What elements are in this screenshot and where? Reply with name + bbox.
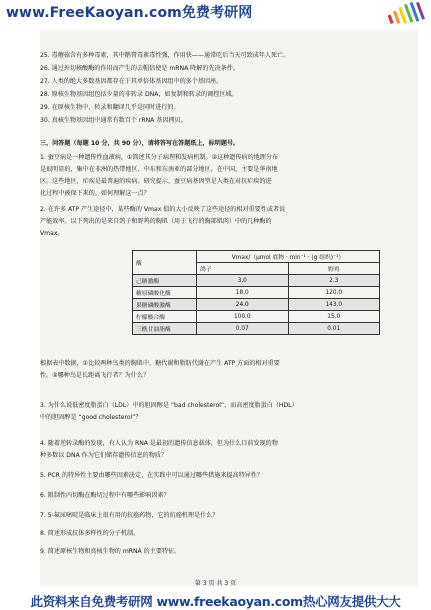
section-header: 三、问答题（每题 10 分，共 90 分），请将答写在答题纸上，标明题号。 (40, 140, 240, 147)
question-4-line: 种多数以 DNA 作为它们储存遗传信息的物质？ (40, 452, 167, 459)
statement-26: 26. 通过外切核酸酶的作用而产生的去帽信使是 mRNA 降解的先决条件。 (40, 65, 239, 72)
question-9: 9. 简述原核生物和真核生物的 mRNA 的主要特征。 (40, 548, 181, 555)
question-2-line: 产能效率。以下列出的是来自鸽子和野鸡的胸肌（用于飞行的胸部肌肉）中的几种酶的 (40, 218, 272, 225)
enzyme-name: 柠檬酸合酶 (133, 311, 197, 323)
question-2-tail: 根据表中数据，①比较两种鸟类的胸肌中，糖代谢和脂肪代谢在产生 ATP 方面的相对重要 (40, 360, 280, 367)
pigeon-value: 100.0 (197, 311, 288, 323)
pigeon-value: 24.0 (197, 299, 288, 311)
question-4-line: 4. 随着逆转录酶的发现，有人认为 RNA 是最初的遗传信息载体，但为什么目前发现的物 (40, 440, 278, 447)
table-row (133, 311, 380, 323)
table-row (133, 287, 380, 299)
question-1-line: 是很明显的，集中在非洲的热带地区、中东和东南亚的部分地区，在中国，主要是华南地 (40, 166, 278, 173)
statement-29: 29. 在原核生物中，转录和翻译几乎是同时进行的。 (40, 104, 180, 111)
question-3-line: 3. 为什么说低密度脂蛋白（LDL）中的胆固醇是 “bad cholesterol”，而高密度脂蛋白（HDL） (40, 402, 298, 409)
pheasant-value: 2.3 (288, 275, 380, 287)
table-row (133, 323, 380, 335)
statement-27: 27. 人类的绝大多数基因都存在于其单倍体基因组中的多个基因座。 (40, 78, 223, 85)
statement-25: 25. 毒蘑菇含有多种毒素，其中鹅膏毒素毒性强，作用快——通常吃后当天可致成年人死亡。 (40, 52, 290, 59)
site-logo-icon (385, 1, 425, 25)
enzyme-name: 己糖激酶 (133, 275, 197, 287)
question-6: 6. 限制性内切酶在酶切过程中有哪些影响因素？ (40, 492, 170, 499)
pigeon-value: 18.0 (197, 287, 288, 299)
enzyme-name: 三酰甘油脂酶 (133, 323, 197, 335)
pheasant-value: 0.01 (288, 323, 380, 335)
question-2-line: Vmax。 (40, 230, 64, 237)
question-5: 5. PCR 的特异性主要由哪些因素决定，在实践中可以通过哪些措施来提高特异性？ (40, 472, 263, 479)
page-footer: 第 3 页 共 3 页 (194, 580, 237, 587)
table-header-pheasant: 野鸡 (288, 263, 380, 275)
question-8: 8. 简述形成抗体多样性的分子机制。 (40, 530, 140, 537)
question-1-line: 化过程中被保下来的。如何理解这一点？ (40, 190, 150, 197)
table-header-enzyme: 酶 (133, 251, 197, 275)
pigeon-value: 3.0 (197, 275, 288, 287)
top-banner (0, 0, 431, 22)
enzyme-name: 果糖磷酸激酶 (133, 299, 197, 311)
pheasant-value: 120.0 (288, 287, 380, 299)
table-row (133, 299, 380, 311)
table-row (133, 275, 380, 287)
site-title: www.FreeKaoyan.com免费考研网 (6, 5, 253, 21)
pheasant-value: 15.0 (288, 311, 380, 323)
enzyme-vmax-table (132, 250, 380, 335)
pigeon-value: 0.07 (197, 323, 288, 335)
bottom-banner-text: 此资料来自免费考研网 www.freekaoyan.com热心网友提供大大 (30, 594, 401, 609)
question-2-line: 2. 在许多 ATP 产生途径中，某些酶的 Vmax 值的大小反映了这些途径的相对重要性或者说 (40, 206, 286, 213)
question-1-line: 区。这些地区，疟疾是最普遍的疾病。研究提示，蚕豆病基因型是人类在对抗疟疾的进 (40, 178, 272, 185)
bottom-banner (0, 591, 431, 609)
pheasant-value: 143.0 (288, 299, 380, 311)
statement-30: 30. 真核生物基因组中通常有数百个 rRNA 基因拷贝。 (40, 117, 187, 124)
question-2-tail: 性。②哪种鸟是长距离飞行者？为什么？ (40, 372, 150, 379)
question-7: 7. 5-氟尿嘧啶是临床上很有用的抗癌药物，它的抗癌机理是什么？ (40, 512, 219, 519)
statement-28: 28. 原核生物基因组包括少量的非转录 DNA，如复制和转录的调控区域。 (40, 91, 238, 98)
table-header-pigeon: 鸽子 (197, 263, 288, 275)
exam-page (40, 30, 418, 586)
enzyme-name: 糖原磷酸化酶 (133, 287, 197, 299)
table-header-vmax: Vmax/（μmol 底物 · min⁻¹ · (g 组织)⁻¹） (197, 251, 380, 263)
question-3-line: 中的胆固醇是 “good cholesterol”？ (40, 414, 142, 421)
question-1-line: 1. 蚕豆病是一种遗传性血液病，①简述其分子病理和发病机制。②这种遗传病的地理分布 (40, 154, 279, 161)
